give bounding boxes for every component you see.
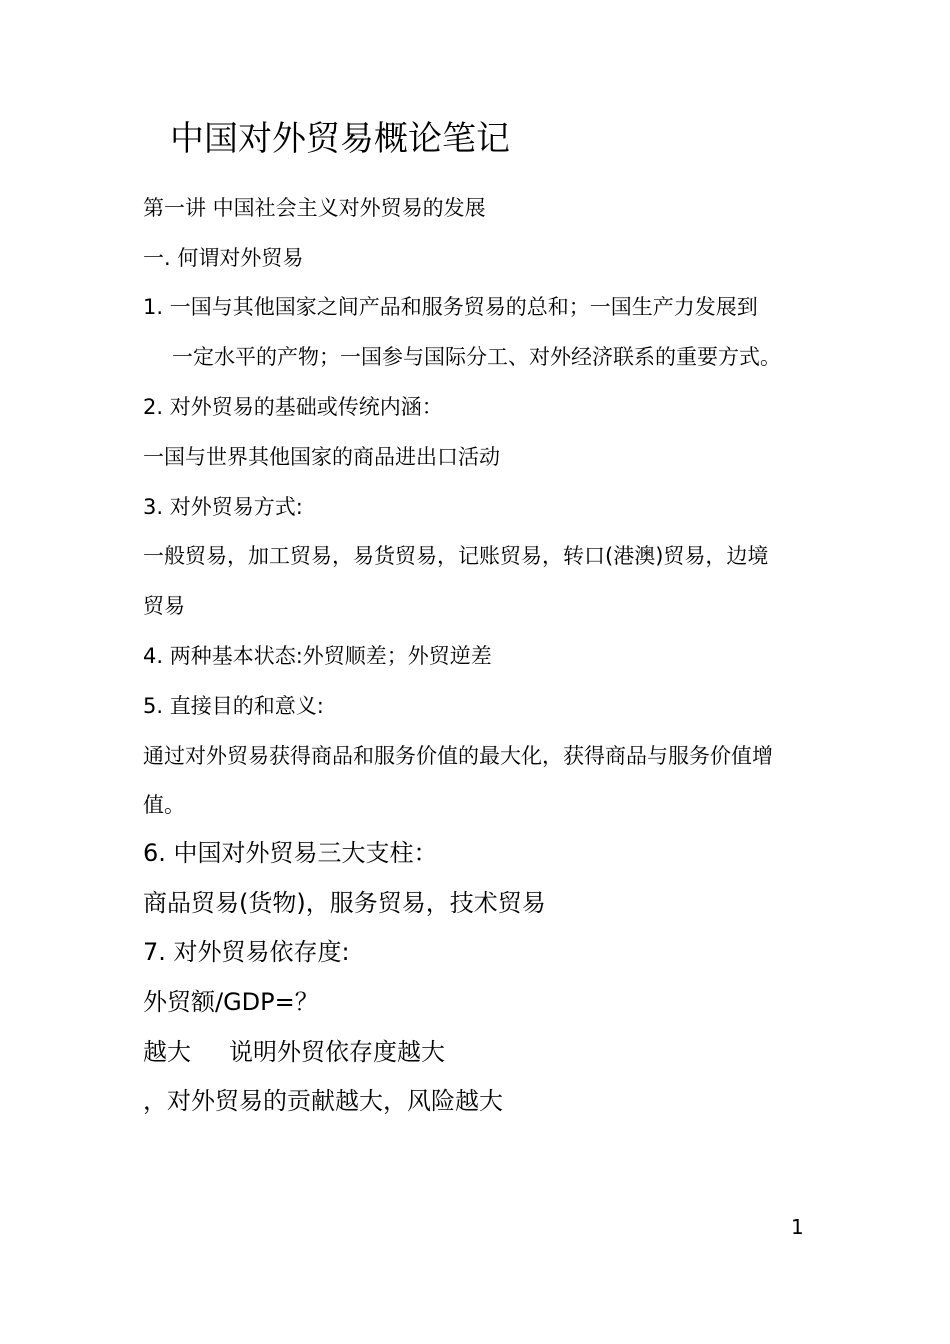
item-4-text: 4. 两种基本状态:外贸顺差；外贸逆差 [143, 644, 492, 668]
item-7-heading: 7. 对外贸易依存度: [143, 938, 350, 966]
item-1-line-1: 1. 一国与其他国家之间产品和服务贸易的总和；一国生产力发展到 [143, 295, 758, 319]
item-7-line-b: ，对外贸易的贡献越大，风险越大 [143, 1087, 503, 1115]
item-3-text-line-1: 一般贸易，加工贸易，易货贸易，记账贸易，转口(港澳)贸易，边境 [143, 544, 769, 568]
section-heading: 一. 何谓对外贸易 [143, 246, 304, 270]
item-5-text-line-2: 值。 [143, 793, 185, 817]
item-5-text-line-1: 通过对外贸易获得商品和服务价值的最大化，获得商品与服务价值增 [143, 744, 773, 768]
document-title: 中国对外贸易概论笔记 [170, 119, 510, 159]
item-3-heading: 3. 对外贸易方式: [143, 495, 303, 519]
item-2-heading: 2. 对外贸易的基础或传统内涵： [143, 395, 443, 419]
item-5-heading: 5. 直接目的和意义: [143, 694, 324, 718]
item-6-text: 商品贸易(货物)，服务贸易，技术贸易 [143, 889, 546, 917]
item-2-text: 一国与世界其他国家的商品进出口活动 [143, 445, 500, 469]
item-3-text-line-2: 贸易 [143, 594, 185, 618]
item-7-line-a [143, 1035, 445, 1069]
item-7-formula: 外贸额/GDP=？ [143, 988, 319, 1016]
page-number: 1 [791, 1215, 804, 1239]
item-7-line-a-left: 越大 [143, 1038, 191, 1066]
item-6-heading: 6. 中国对外贸易三大支柱： [143, 839, 438, 867]
item-1-line-2: 一定水平的产物；一国参与国际分工、对外经济联系的重要方式。 [172, 345, 781, 369]
lecture-heading: 第一讲 中国社会主义对外贸易的发展 [143, 196, 486, 220]
item-7-line-a-right: 说明外贸依存度越大 [229, 1038, 445, 1066]
